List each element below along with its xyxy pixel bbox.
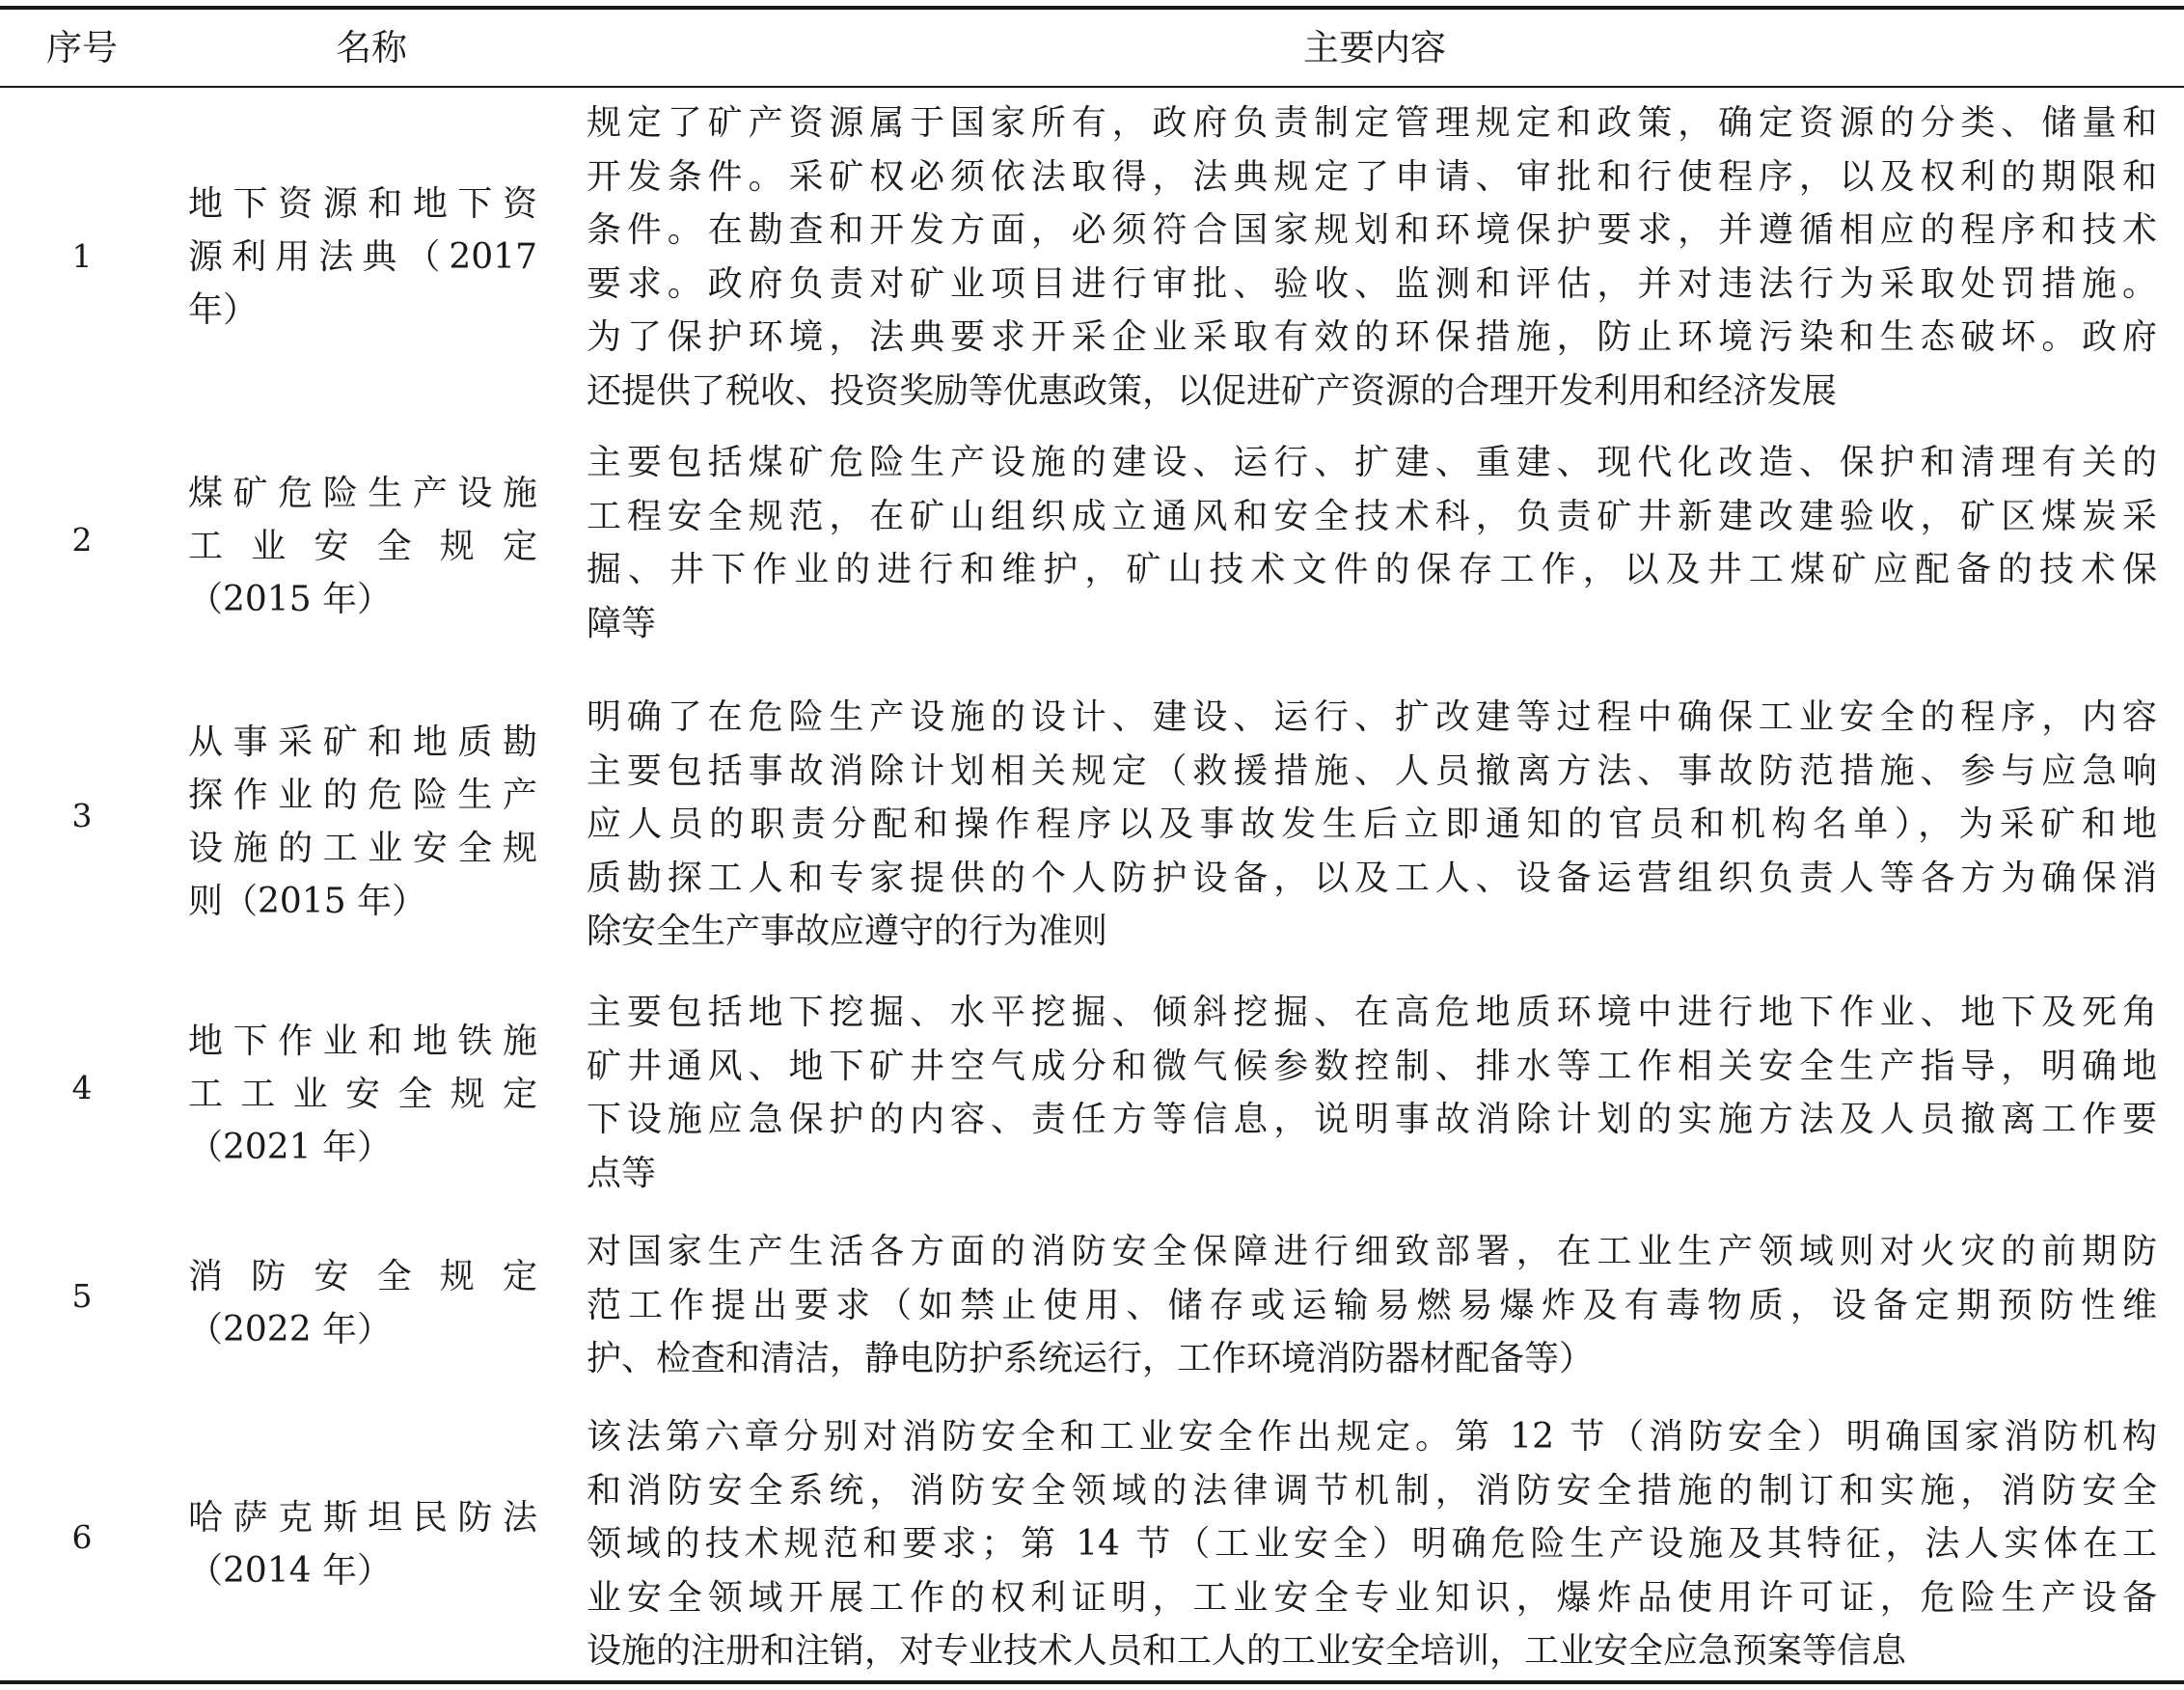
row-content xyxy=(587,986,2157,1200)
content-line: 为了保护环境，法典要求开采企业采取有效的环保措施，防止环境污染和生态破坏。政府 xyxy=(587,317,2157,357)
row-content xyxy=(587,96,2157,418)
content-line: 障等 xyxy=(587,603,657,643)
content-line: 还提供了税收、投资奖励等优惠政策，以促进矿产资源的合理开发利用和经济发展 xyxy=(587,370,1838,411)
row-content xyxy=(587,1410,2157,1678)
name-line: 年） xyxy=(188,290,259,330)
content-line: 领域的技术规范和要求；第 14 节（工业安全）明确危险生产设施及其特征，法人实体在工 xyxy=(587,1524,2157,1564)
name-line: 探作业的危险生产 xyxy=(188,776,537,815)
row-name xyxy=(188,1015,537,1174)
row-seq: 6 xyxy=(71,1518,93,1556)
name-line: 源利用法典（2017 xyxy=(188,237,537,277)
content-line: 下设施应急保护的内容、责任方等信息，说明事故消除计划的实施方法及人员撤离工作要 xyxy=(587,1100,2157,1139)
content-line: 该法第六章分别对消防安全和工业安全作出规定。第 12 节（消防安全）明确国家消防机构 xyxy=(587,1417,2157,1457)
content-line: 主要包括地下挖掘、水平挖掘、倾斜挖掘、在高危地质环境中进行地下作业、地下及死角 xyxy=(587,993,2157,1032)
row-name xyxy=(188,716,537,928)
row-content xyxy=(587,691,2157,959)
content-line: 主要包括事故消除计划相关规定（救援措施、人员撤离方法、事故防范措施、参与应急响 xyxy=(587,750,2157,791)
row-name xyxy=(188,1250,537,1356)
header-seq: 序号 xyxy=(46,27,118,68)
name-line: 设施的工业安全规 xyxy=(188,829,537,868)
name-line: 消防安全规定 xyxy=(188,1257,537,1296)
name-line: 工工业安全规定 xyxy=(188,1075,537,1114)
name-line: 哈萨克斯坦民防法 xyxy=(188,1498,537,1538)
row-seq: 4 xyxy=(71,1069,93,1106)
content-line: 业安全领域开展工作的权利证明，工业安全专业知识，爆炸品使用许可证，危险生产设备 xyxy=(587,1577,2157,1618)
row-seq: 5 xyxy=(71,1277,93,1315)
content-line: 和消防安全系统，消防安全领域的法律调节机制，消防安全措施的制订和实施，消防安全 xyxy=(587,1470,2157,1511)
content-line: 点等 xyxy=(587,1153,657,1193)
row-seq: 2 xyxy=(71,521,93,559)
row-name xyxy=(188,1491,537,1597)
content-line: 要求。政府负责对矿业项目进行审批、验收、监测和评估，并对违法行为采取处罚措施。 xyxy=(587,263,2157,304)
row-name xyxy=(188,467,537,626)
row-content xyxy=(587,436,2157,650)
content-line: 质勘探工人和专家提供的个人防护设备，以及工人、设备运营组织负责人等各方为确保消 xyxy=(587,858,2157,898)
content-line: 工程安全规范，在矿山组织成立通风和安全技术科，负责矿井新建改建验收，矿区煤炭采 xyxy=(587,496,2157,536)
name-line: 从事采矿和地质勘 xyxy=(188,722,537,762)
name-line: （2015 年） xyxy=(188,580,393,619)
name-line: 地下资源和地下资 xyxy=(188,184,537,224)
content-line: 护、检查和清洁，静电防护系统运行，工作环境消防器材配备等） xyxy=(587,1339,1595,1378)
row-content xyxy=(587,1225,2157,1386)
row-name xyxy=(188,177,537,337)
row-seq: 1 xyxy=(71,237,93,275)
name-line: 煤矿危险生产设施 xyxy=(188,474,537,513)
header-name: 名称 xyxy=(336,27,407,68)
content-line: 明确了在危险生产设施的设计、建设、运行、扩改建等过程中确保工业安全的程序，内容 xyxy=(587,697,2157,737)
content-line: 开发条件。采矿权必须依法取得，法典规定了申请、审批和行使程序，以及权利的期限和 xyxy=(587,156,2157,197)
content-line: 主要包括煤矿危险生产设施的建设、运行、扩建、重建、现代化改造、保护和清理有关的 xyxy=(587,443,2157,482)
content-line: 矿井通风、地下矿井空气成分和微气候参数控制、排水等工作相关安全生产指导，明确地 xyxy=(587,1046,2157,1086)
name-line: （2022 年） xyxy=(188,1310,393,1349)
name-line: （2021 年） xyxy=(188,1128,393,1167)
content-line: 对国家生产生活各方面的消防安全保障进行细致部署，在工业生产领域则对火灾的前期防 xyxy=(587,1232,2157,1271)
content-line: 条件。在勘查和开发方面，必须符合国家规划和环境保护要求，并遵循相应的程序和技术 xyxy=(587,210,2157,250)
name-line: 则（2015 年） xyxy=(188,882,427,921)
name-line: 工业安全规定 xyxy=(188,527,537,566)
content-line: 范工作提出要求（如禁止使用、储存或运输易燃易爆炸及有毒物质，设备定期预防性维 xyxy=(587,1285,2157,1325)
name-line: 地下作业和地铁施 xyxy=(188,1022,537,1061)
content-line: 除安全生产事故应遵守的行为准则 xyxy=(587,912,1108,951)
content-line: 规定了矿产资源属于国家所有，政府负责制定管理规定和政策，确定资源的分类、储量和 xyxy=(587,103,2157,143)
content-line: 设施的注册和注销，对专业技术人员和工人的工业安全培训，工业安全应急预案等信息 xyxy=(587,1631,1907,1671)
content-line: 掘、井下作业的进行和维护，矿山技术文件的保存工作，以及井工煤矿应配备的技术保 xyxy=(587,550,2157,589)
name-line: （2014 年） xyxy=(188,1551,393,1591)
header-content: 主要内容 xyxy=(1303,27,1446,68)
row-seq: 3 xyxy=(71,797,93,834)
table-header-rule xyxy=(0,86,2184,88)
content-line: 应人员的职责分配和操作程序以及事故发生后立即通知的官员和机构名单），为采矿和地 xyxy=(587,804,2157,844)
table-bottom-rule xyxy=(0,1680,2184,1684)
table-top-rule xyxy=(0,6,2184,10)
